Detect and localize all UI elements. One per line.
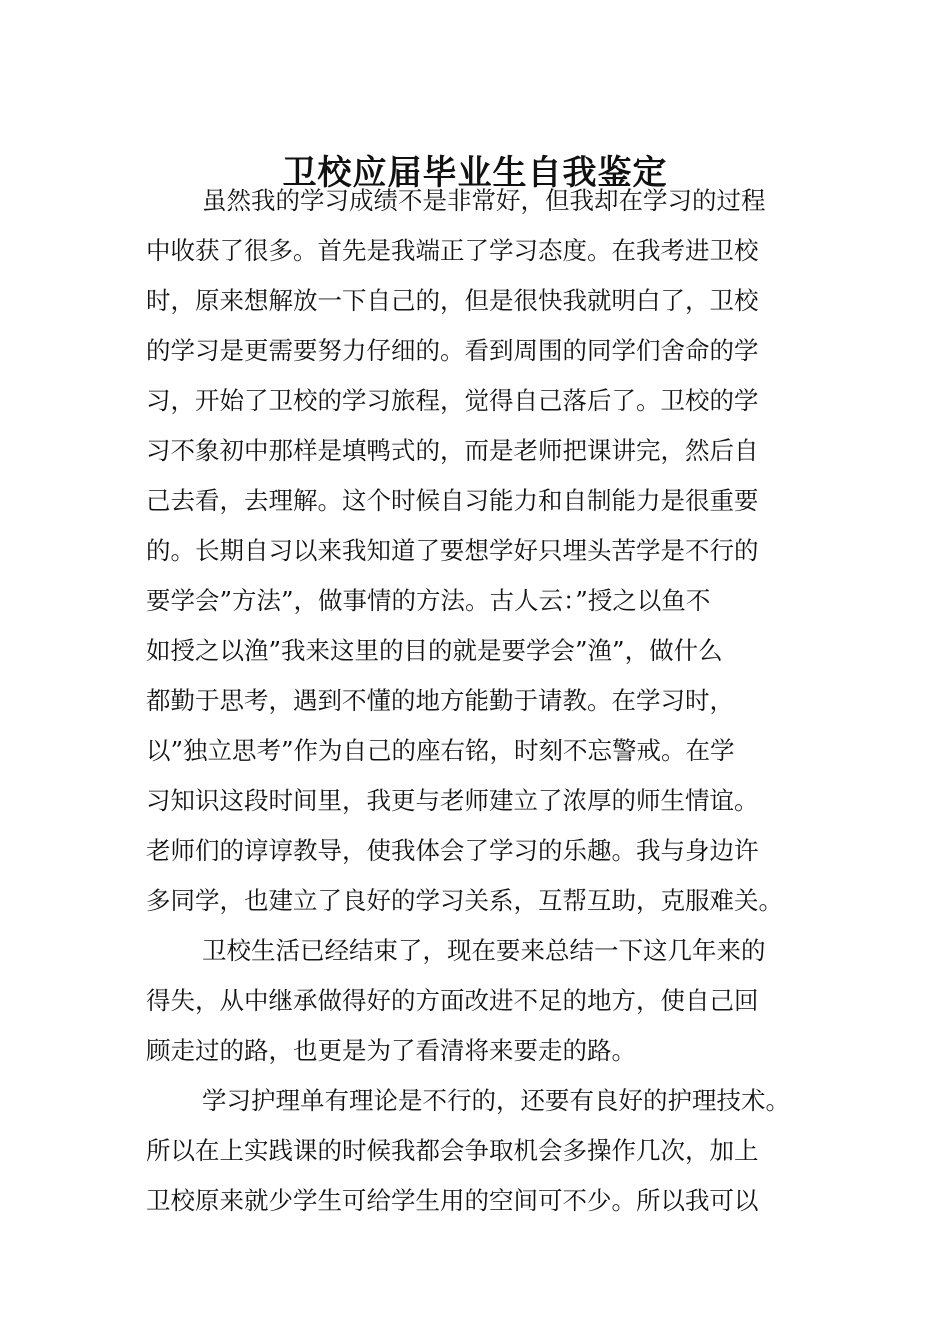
text-line: 卫校原来就少学生可给学生用的空间可不少。所以我可以 xyxy=(146,1186,759,1215)
text-line: 都勤于思考，遇到不懂的地方能勤于请教。在学习时， xyxy=(146,686,734,715)
text-line: 多同学，也建立了良好的学习关系，互帮互助，克服难关。 xyxy=(146,886,783,915)
text-line: 时，原来想解放一下自己的，但是很快我就明白了，卫校 xyxy=(146,286,759,315)
document-title: 卫校应届毕业生自我鉴定 xyxy=(282,152,668,193)
document-body xyxy=(146,176,810,1226)
text-line: 虽然我的学习成绩不是非常好，但我却在学习的过程 xyxy=(202,186,766,215)
text-line: 老师们的谆谆教导，使我体会了学习的乐趣。我与身边许 xyxy=(146,836,759,865)
text-line: 习不象初中那样是填鸭式的，而是老师把课讲完，然后自 xyxy=(146,436,759,465)
text-line: 要学会”方法”，做事情的方法。古人云：”授之以鱼不 xyxy=(146,586,711,615)
text-line: 所以在上实践课的时候我都会争取机会多操作几次，加上 xyxy=(146,1136,759,1165)
paragraph-1 xyxy=(146,176,810,926)
text-line: 己去看，去理解。这个时候自习能力和自制能力是很重要 xyxy=(146,486,759,515)
text-line: 得失，从中继承做得好的方面改进不足的地方，使自己回 xyxy=(146,986,759,1015)
text-line: 如授之以渔”我来这里的目的就是要学会”渔”，做什么 xyxy=(146,636,723,665)
text-line: 习知识这段时间里，我更与老师建立了浓厚的师生情谊。 xyxy=(146,786,759,815)
text-line: 中收获了很多。首先是我端正了学习态度。在我考进卫校 xyxy=(146,236,759,265)
text-line: 学习护理单有理论是不行的，还要有良好的护理技术。 xyxy=(202,1086,790,1115)
paragraph-3 xyxy=(146,1076,810,1226)
text-line: 的学习是更需要努力仔细的。看到周围的同学们舍命的学 xyxy=(146,336,759,365)
text-line: 习，开始了卫校的学习旅程，觉得自己落后了。卫校的学 xyxy=(146,386,759,415)
paragraph-2 xyxy=(146,926,810,1076)
text-line: 卫校生活已经结束了，现在要来总结一下这几年来的 xyxy=(202,936,766,965)
text-line: 顾走过的路，也更是为了看清将来要走的路。 xyxy=(146,1036,636,1065)
text-line: 的。长期自习以来我知道了要想学好只埋头苦学是不行的 xyxy=(146,536,759,565)
text-line: 以”独立思考”作为自己的座右铭，时刻不忘警戒。在学 xyxy=(146,736,735,765)
